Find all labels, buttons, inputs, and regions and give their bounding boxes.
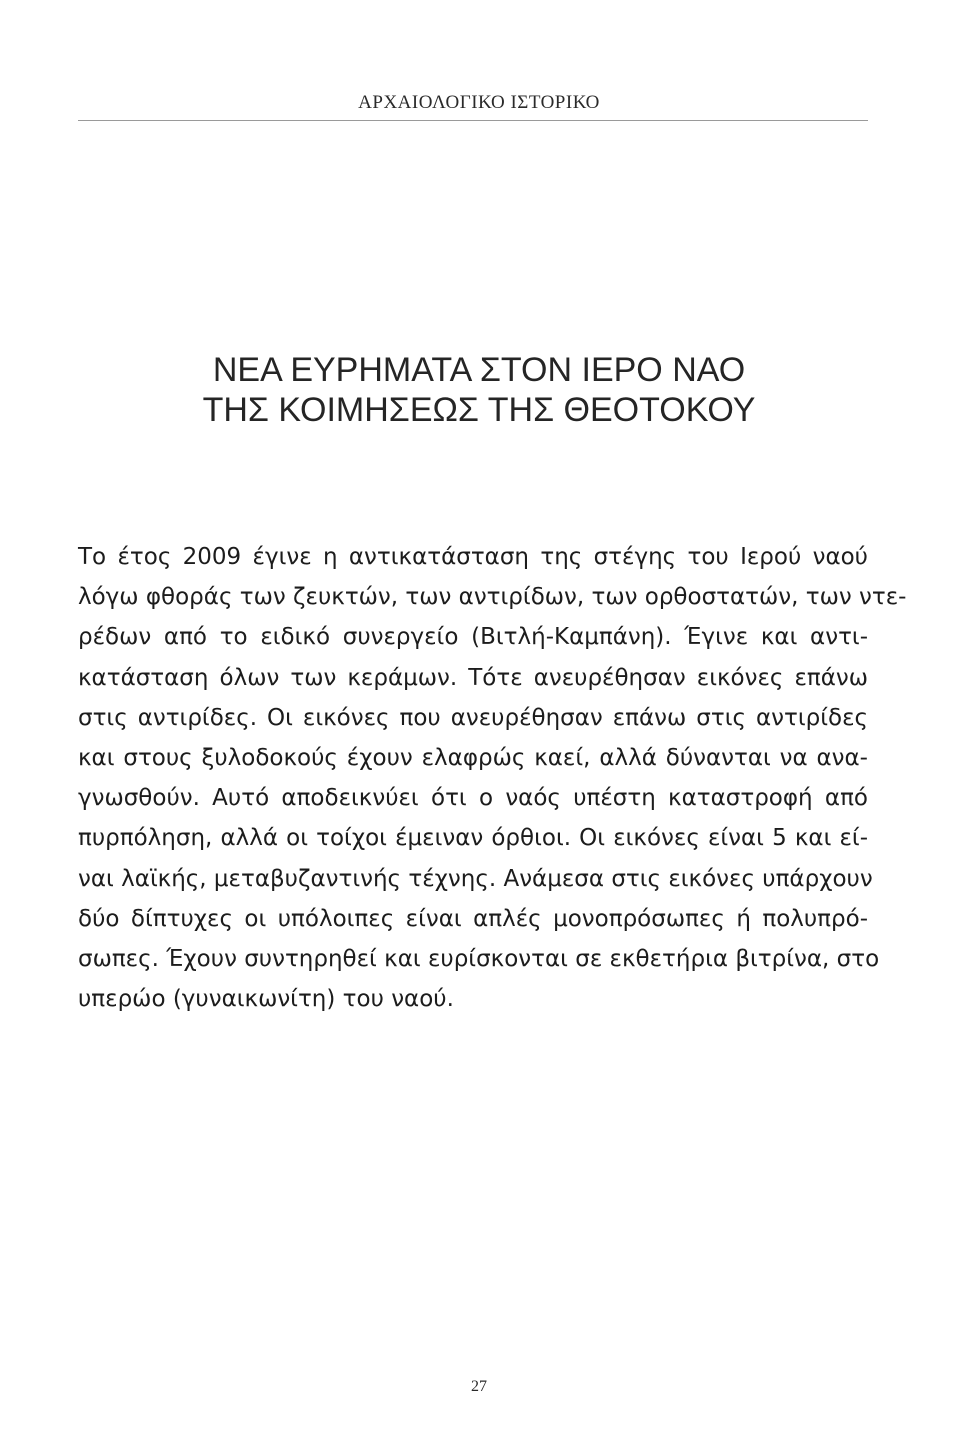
chapter-title bbox=[0, 350, 958, 430]
paragraph-line: ρέδων από το ειδικό συνεργείο (Βιτλή-Καμπάνη). Έγινε και αντι- bbox=[78, 624, 868, 651]
body-paragraph bbox=[78, 537, 907, 1019]
page-number: 27 bbox=[471, 1378, 487, 1395]
paragraph-line: ναι λαϊκής, μεταβυζαντινής τέχνης. Ανάμεσα στις εικόνες υπάρχουν bbox=[78, 865, 873, 892]
paragraph-line: κατάσταση όλων των κεράμων. Τότε ανευρέθησαν εικόνες επάνω bbox=[78, 664, 868, 691]
paragraph-line: λόγω φθοράς των ζευκτών, των αντιρίδων, των ορθοστατών, των ντε- bbox=[78, 584, 907, 611]
paragraph-line: και στους ξυλοδοκούς έχουν ελαφρώς καεί, αλλά δύνανται να ανα- bbox=[78, 744, 868, 771]
paragraph-line: δύο δίπτυχες οι υπόλοιπες είναι απλές μονοπρόσωπες ή πολυπρό- bbox=[78, 905, 868, 932]
chapter-title-line-2: ΤΗΣ ΚΟΙΜΗΣΕΩΣ ΤΗΣ ΘΕΟΤΟΚΟΥ bbox=[202, 391, 756, 429]
header-rule bbox=[78, 120, 868, 121]
paragraph-line: γνωσθούν. Αυτό αποδεικνύει ότι ο ναός υπέστη καταστροφή από bbox=[78, 785, 868, 812]
paragraph-line: σωπες. Έχουν συντηρηθεί και ευρίσκονται σε εκθετήρια βιτρίνα, στο bbox=[78, 945, 880, 972]
paragraph-line: πυρπόληση, αλλά οι τοίχοι έμειναν όρθιοι. Οι εικόνες είναι 5 και εί- bbox=[78, 825, 868, 852]
paragraph-line: στις αντιρίδες. Οι εικόνες που ανευρέθησαν επάνω στις αντιρίδες bbox=[78, 704, 868, 731]
paragraph-line: υπερώο (γυναικωνίτη) του ναού. bbox=[78, 986, 454, 1013]
running-head: ΑΡΧΑΙΟΛΟΓΙΚΟ ΙΣΤΟΡΙΚΟ bbox=[358, 92, 600, 113]
paragraph-line: Το έτος 2009 έγινε η αντικατάσταση της στέγης του Ιερού ναού bbox=[78, 544, 868, 570]
chapter-title-line-1: ΝΕΑ ΕΥΡΗΜΑΤΑ ΣΤΟΝ ΙΕΡΟ ΝΑΟ bbox=[212, 351, 746, 389]
